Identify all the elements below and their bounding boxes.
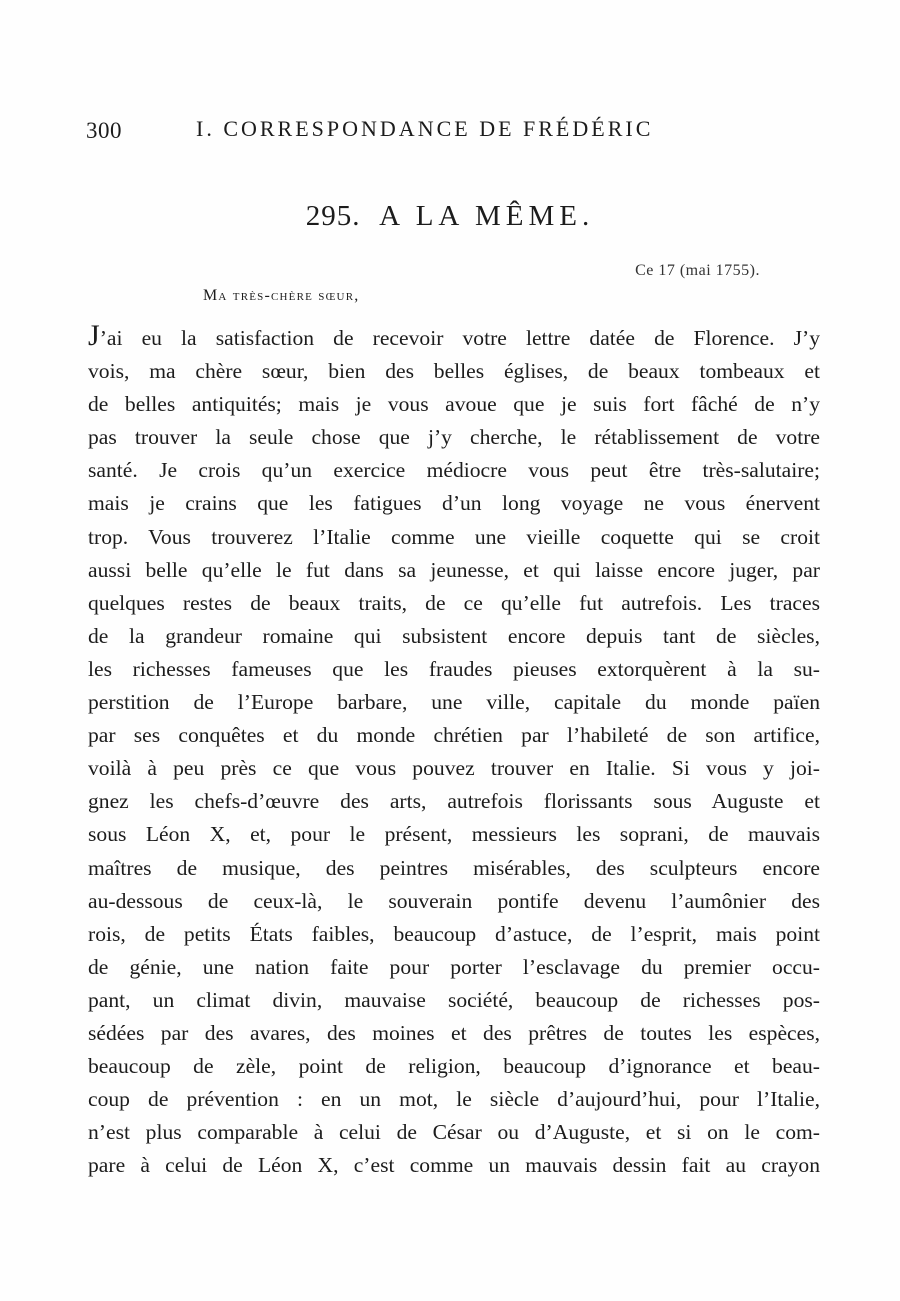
body-line: maîtres de musique, des peintres misérables, des sculpteurs encore (88, 855, 820, 880)
letter-body (88, 319, 820, 1182)
body-line: voilà à peu près ce que vous pouvez trouver en Italie. Si vous y joi- (88, 756, 820, 781)
drop-cap: J (88, 319, 100, 352)
body-line: pas trouver la seule chose que j’y cherche, le rétablissement de votre (88, 425, 820, 450)
body-line: quelques restes de beaux traits, de ce qu’elle fut autrefois. Les traces (88, 590, 820, 615)
body-line: sous Léon X, et, pour le présent, messieurs les soprani, de mauvais (88, 822, 820, 847)
letter-title: A LA MÊME. (379, 200, 595, 232)
body-line: trop. Vous trouverez l’Italie comme une vieille coquette qui se croit (88, 524, 820, 549)
salutation: Ma très-chère sœur, (203, 287, 360, 304)
letter-number: 295. (305, 200, 361, 232)
body-line: les richesses fameuses que les fraudes pieuses extorquèrent à la su- (88, 656, 820, 681)
body-line: coup de prévention : en un mot, le siècle d’aujourd’hui, pour l’Italie, (88, 1087, 820, 1112)
running-head (86, 116, 826, 146)
body-line-text: ’ai eu la satisfaction de recevoir votre lettre datée de Florence. J’y (99, 326, 820, 350)
body-line: vois, ma chère sœur, bien des belles églises, de beaux tombeaux et (88, 359, 820, 384)
body-line: perstition de l’Europe barbare, une ville, capitale du monde païen (88, 690, 820, 715)
body-line: mais je crains que les fatigues d’un long voyage ne vous énervent (88, 491, 820, 516)
body-line: n’est plus comparable à celui de César ou d’Auguste, et si on le com- (88, 1120, 820, 1145)
body-line: pare à celui de Léon X, c’est comme un mauvais dessin fait au crayon (88, 1153, 820, 1178)
body-line: gnez les chefs-d’œuvre des arts, autrefois florissants sous Auguste et (88, 789, 820, 814)
body-line: par ses conquêtes et du monde chrétien par l’habileté de son artifice, (88, 723, 820, 748)
body-line: de belles antiquités; mais je vous avoue que je suis fort fâché de n’y (88, 392, 820, 417)
dateline: Ce 17 (mai 1755). (635, 262, 760, 279)
body-line: rois, de petits États faibles, beaucoup d’astuce, de l’esprit, mais point (88, 921, 820, 946)
body-line: pant, un climat divin, mauvaise société, beaucoup de richesses pos- (88, 987, 820, 1012)
running-title: I. CORRESPONDANCE DE FRÉDÉRIC (196, 116, 654, 141)
body-line: aussi belle qu’elle le fut dans sa jeunesse, et qui laisse encore juger, par (88, 557, 820, 582)
body-line: santé. Je crois qu’un exercice médiocre vous peut être très-salutaire; (88, 458, 820, 483)
body-line: sédées par des avares, des moines et des prêtres de toutes les espèces, (88, 1020, 820, 1045)
body-line: de génie, une nation faite pour porter l’esclavage du premier occu- (88, 954, 820, 979)
body-line (88, 319, 820, 355)
body-line: de la grandeur romaine qui subsistent encore depuis tant de siècles, (88, 623, 820, 648)
body-line: au-dessous de ceux-là, le souverain pontife devenu l’aumônier des (88, 888, 820, 913)
page-number: 300 (86, 118, 122, 143)
body-line: beaucoup de zèle, point de religion, beaucoup d’ignorance et beau- (88, 1054, 820, 1079)
letter-heading (0, 200, 900, 233)
